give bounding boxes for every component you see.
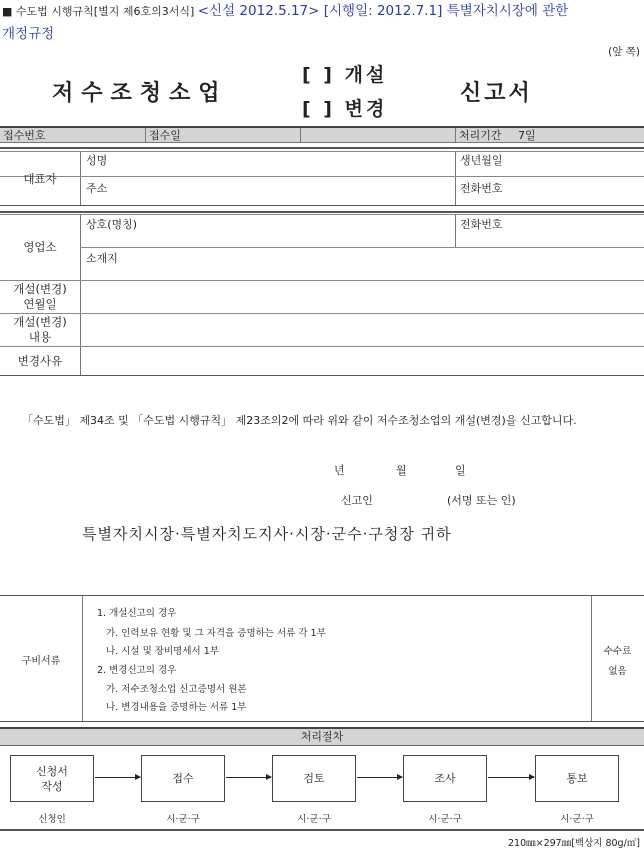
business-label: 영업소: [23, 240, 57, 254]
document-item: 1. 개설신고의 경우: [97, 608, 177, 619]
step-actor: 시·군·구: [297, 814, 331, 825]
procedure-title: 처리절차: [0, 727, 644, 746]
form-reference-line: [2, 1, 642, 22]
arrow-right-icon: [488, 777, 534, 778]
open-date-input[interactable]: [82, 282, 642, 312]
representative-label: 대표자: [23, 172, 57, 186]
amendment-note-continued: 개정규정: [2, 26, 55, 42]
document-item: 나. 변경내용을 증명하는 서류 1부: [106, 702, 247, 713]
location-field[interactable]: 소재지: [86, 252, 118, 265]
fee-label: 수수료: [603, 646, 632, 657]
open-date-label: [0, 282, 80, 312]
step-notify: 통보: [535, 755, 619, 802]
bottom-divider: [0, 829, 644, 831]
content-input[interactable]: [82, 315, 642, 345]
step-review: 검토: [272, 755, 356, 802]
step-actor: 시·군·구: [560, 814, 594, 825]
address-field[interactable]: 주소: [86, 182, 108, 195]
content-label-line2: 내용: [28, 330, 52, 344]
law-reference: 수도법 시행규칙[별지 제6호의3서식]: [15, 5, 195, 18]
bullet-icon: ■: [2, 5, 13, 18]
arrow-right-icon: [357, 777, 402, 778]
content-label-line1: 개설(변경): [13, 315, 67, 329]
signature-label: (서명 또는 인): [447, 494, 516, 507]
representative-phone-field[interactable]: 전화번호: [460, 182, 503, 195]
front-side-label: (앞 쪽): [608, 46, 640, 58]
receipt-bar: [0, 126, 644, 143]
arrow-right-icon: [95, 777, 140, 778]
date-year-label: 년: [334, 464, 345, 477]
business-phone-field[interactable]: 전화번호: [460, 218, 503, 231]
trade-name-field[interactable]: 상호(명칭): [86, 218, 138, 231]
paper-size-note: 210㎜×297㎜[백상지 80g/㎡]: [507, 838, 640, 849]
name-field[interactable]: 성명: [86, 154, 108, 167]
content-label: [0, 315, 80, 345]
checkbox-open[interactable]: [ ] 개설: [302, 64, 388, 86]
step-actor: 시·군·구: [166, 814, 200, 825]
fee-value: 없음: [608, 666, 627, 677]
form-title: 저수조청소업: [52, 81, 228, 106]
document-item: 가. 저수조청소업 신고증명서 원본: [106, 684, 247, 695]
step-apply: 신청서 작성: [10, 755, 94, 802]
checkbox-change[interactable]: [ ] 변경: [302, 98, 388, 120]
document-item: 가. 인력보유 현황 및 그 자격을 증명하는 서류 각 1부: [106, 628, 326, 639]
required-documents-box: [0, 595, 644, 722]
birth-date-field[interactable]: 생년월일: [460, 154, 503, 167]
receipt-date-label: 접수일: [149, 129, 181, 142]
step-receive: 접수: [141, 755, 225, 802]
required-documents-label: 구비서류: [21, 656, 61, 667]
change-reason-input[interactable]: [82, 348, 642, 374]
processing-period-label: 처리기간: [459, 129, 502, 142]
amendment-note: <신설 2012.5.17> [시행일: 2012.7.1] 특별자치시장에 관한: [197, 3, 569, 19]
open-date-label-line1: 개설(변경): [13, 282, 67, 296]
document-item: 나. 시설 및 장비명세서 1부: [106, 646, 219, 657]
arrow-right-icon: [226, 777, 271, 778]
declaration-statement: 「수도법」 제34조 및 「수도법 시행규칙」 제23조의2에 따라 위와 같이 저수조청소업의 개설(변경)을 신고합니다.: [22, 414, 577, 427]
change-reason-label: 변경사유: [17, 354, 63, 368]
form-title-suffix: 신고서: [460, 81, 533, 106]
open-date-label-line2: 연월일: [23, 297, 57, 311]
receipt-number-label: 접수번호: [3, 129, 46, 142]
reporter-label: 신고인: [341, 494, 373, 507]
step-actor: 시·군·구: [428, 814, 462, 825]
document-item: 2. 변경신고의 경우: [97, 665, 177, 676]
step-inspect: 조사: [403, 755, 487, 802]
processing-period-value: 7일: [518, 129, 536, 142]
date-month-label: 월: [396, 464, 407, 477]
date-day-label: 일: [455, 464, 466, 477]
addressee: 특별자치시장·특별자치도지사·시장·군수·구청장 귀하: [82, 525, 452, 543]
step-actor: 신청인: [38, 814, 66, 825]
